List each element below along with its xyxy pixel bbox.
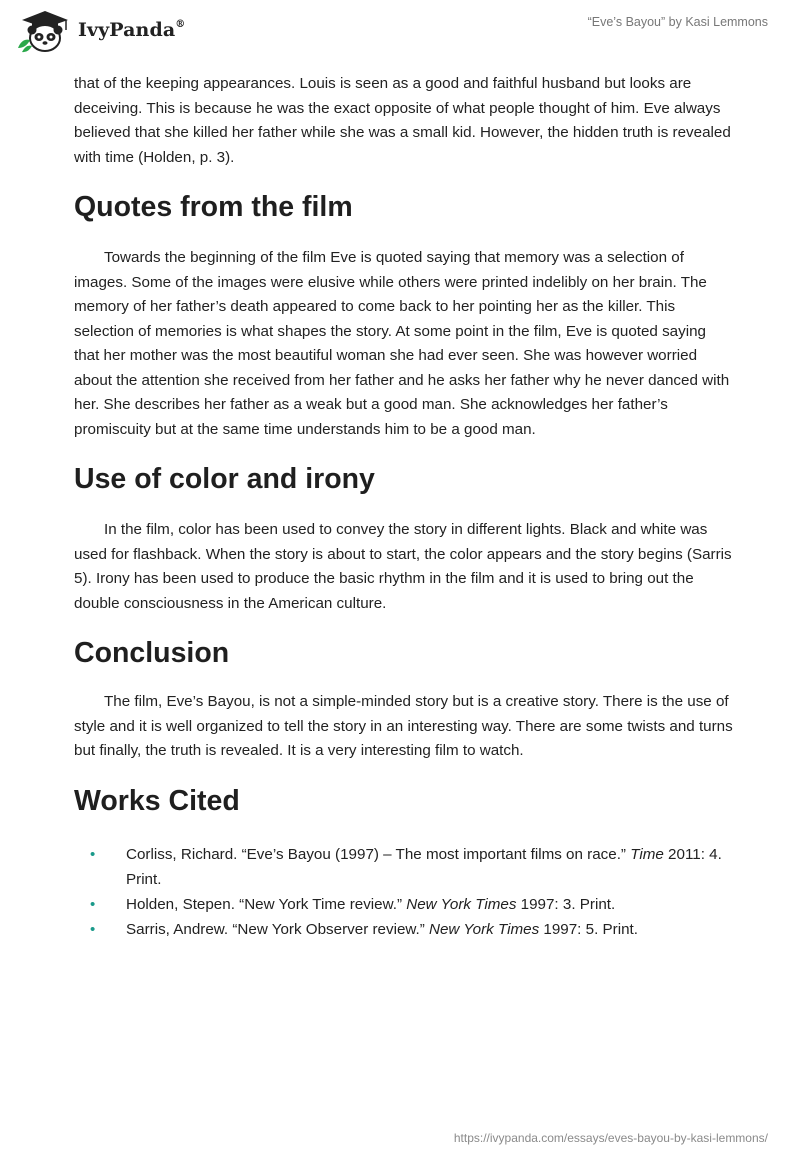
intro-paragraph: that of the keeping appearances. Louis is seen as a good and faithful husband but looks are deceiving. This is because he was the exact opposite of what people thought of him. Eve always believed that she killed her father while she was a small kid. However, the hidden truth is revealed with time (Holden, p. 3). (74, 75, 731, 166)
section-heading-conclusion: Conclusion (74, 637, 230, 669)
document-title: “Eve’s Bayou” by Kasi Lemmons (587, 15, 768, 29)
brand-name[interactable]: IvyPanda® (78, 18, 186, 41)
bullet-icon: • (90, 920, 96, 938)
citation-item: • Sarris, Andrew. “New York Observer review.” New York Times 1997: 5. Print. (74, 917, 734, 942)
bullet-icon: • (90, 845, 96, 863)
conclusion-paragraph: The film, Eve’s Bayou, is not a simple-minded story but is a creative story. There is the use of style and it is well organized to tell the story in an interesting way. There are some twists and turns but finally, the truth is revealed. It is a very interesting film to watch. (74, 693, 733, 759)
color-irony-paragraph: In the film, color has been used to convey the story in different lights. Black and white was used for flashback. When the story is about to start, the color appears and the story begins (Sarris 5). Irony has been used to produce the basic rhythm in the film and it is used to bring out the double consciousness in the American culture. (74, 521, 732, 612)
section-heading-color-irony: Use of color and irony (74, 463, 375, 495)
bullet-icon: • (90, 895, 96, 913)
quotes-paragraph: Towards the beginning of the film Eve is quoted saying that memory was a selection of images. Some of the images were elusive while others were printed indelibly on her brain. The memory of her father’s death appeared to come back to her pointing her as the killer. This selection of memories is what shapes the story. At some point in the film, Eve is quoted saying that her mother was the most beautiful woman she had ever seen. She was however worried about the attention she received from her father and he asks her father why he never danced with her. She describes her father as a weak but a good man. She acknowledges her father’s promiscuity but at the same time understands him to be a good man. (74, 249, 730, 438)
works-cited-list (74, 842, 734, 942)
citation-item: • Holden, Stepen. “New York Time review.” New York Times 1997: 3. Print. (74, 892, 734, 917)
source-url-link[interactable]: https://ivypanda.com/essays/eves-bayou-by-kasi-lemmons/ (453, 1131, 768, 1145)
section-heading-works-cited: Works Cited (74, 784, 240, 817)
ivypanda-logo-icon[interactable] (14, 8, 76, 54)
essay-content (74, 72, 734, 942)
page-header (0, 0, 800, 60)
citation-item: • Corliss, Richard. “Eve’s Bayou (1997) – The most important films on race.” Time 2011: 4. Print. (74, 842, 734, 892)
section-heading-quotes: Quotes from the film (74, 191, 353, 223)
